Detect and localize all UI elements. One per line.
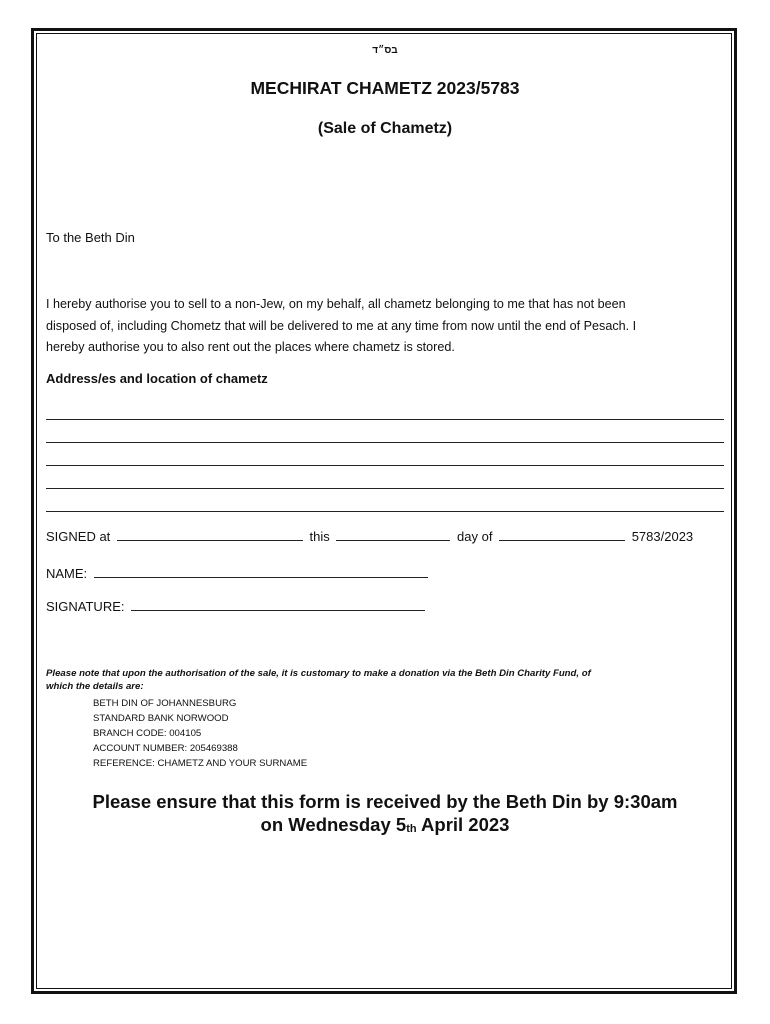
form-subtitle: (Sale of Chametz) xyxy=(317,120,453,137)
signature-field[interactable] xyxy=(131,598,425,611)
address-heading: Address/es and location of chametz xyxy=(46,371,268,386)
payment-reference: REFERENCE: CHAMETZ AND YOUR SURNAME xyxy=(93,758,308,769)
month-field[interactable] xyxy=(499,528,625,541)
deadline-line-2: on Wednesday $5_{th}$ April 2023 xyxy=(260,814,510,835)
name-field[interactable] xyxy=(94,565,428,578)
address-line-5[interactable] xyxy=(46,511,724,512)
salutation: To the Beth Din xyxy=(46,230,135,245)
name-label: NAME: xyxy=(46,566,88,581)
address-line-2[interactable] xyxy=(46,442,724,443)
bsd-header: בס״ד xyxy=(372,45,398,56)
deadline-notice xyxy=(0,790,770,840)
branch-code: BRANCH CODE: 004105 xyxy=(93,728,202,739)
day-field[interactable] xyxy=(336,528,450,541)
bank-account-name: BETH DIN OF JOHANNESBURG xyxy=(93,698,237,709)
ordinal-suffix: th xyxy=(406,823,417,835)
address-line-4[interactable] xyxy=(46,488,724,489)
this-label: this xyxy=(309,529,330,544)
day-of-label: day of xyxy=(457,529,493,544)
name-row xyxy=(46,565,431,581)
signed-row xyxy=(46,528,693,544)
donation-note xyxy=(46,667,726,693)
address-line-1[interactable] xyxy=(46,419,724,420)
signature-row xyxy=(46,598,428,614)
paragraph-line: hereby authorise you to also rent out the places where chametz is stored. xyxy=(46,340,455,354)
signed-at-field[interactable] xyxy=(117,528,303,541)
form-title: MECHIRAT CHAMETZ 2023/5783 xyxy=(250,78,520,98)
note-line: which the details are: xyxy=(46,681,144,692)
signature-label: SIGNATURE: xyxy=(46,599,125,614)
signed-at-label: SIGNED at xyxy=(46,529,111,544)
bank-details xyxy=(93,696,307,771)
bank-name: STANDARD BANK NORWOOD xyxy=(93,713,229,724)
paragraph-line: disposed of, including Chometz that will be delivered to me at any time from now until the end of Pesach. I xyxy=(46,318,637,333)
account-number: ACCOUNT NUMBER: 205469388 xyxy=(93,743,238,754)
address-line-3[interactable] xyxy=(46,465,724,466)
note-line: Please note that upon the authorisation of the sale, it is customary to make a donation via the Beth Din Charity Fund, of xyxy=(46,668,591,679)
paragraph-line: I hereby authorise you to sell to a non-Jew, on my behalf, all chametz belonging to me that has not been xyxy=(46,297,626,311)
authorisation-paragraph xyxy=(46,294,726,359)
year-label: 5783/2023 xyxy=(631,529,694,544)
deadline-line-1: Please ensure that this form is received by the Beth Din by 9:30am xyxy=(92,791,678,812)
